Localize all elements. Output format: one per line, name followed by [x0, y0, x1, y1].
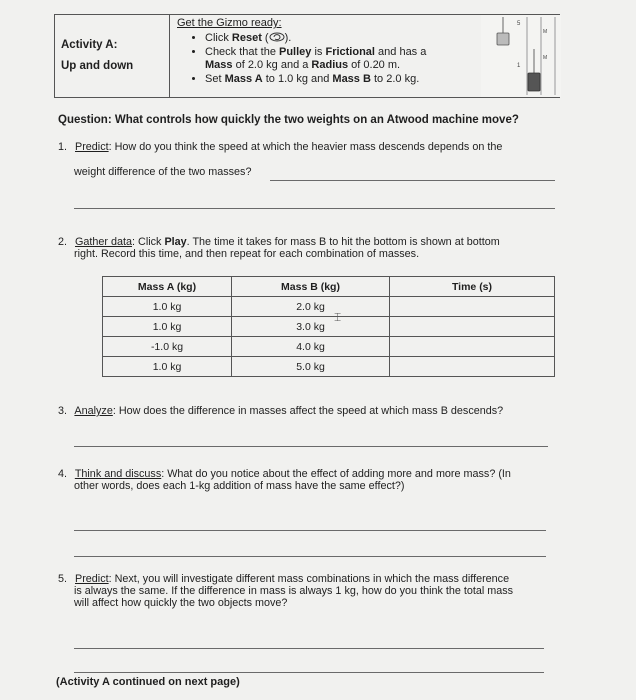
- table-cell-time[interactable]: [390, 337, 555, 357]
- question-1: 1. Predict: How do you think the speed at which the heavier mass descends depends on the: [58, 141, 503, 153]
- answer-line[interactable]: [74, 672, 544, 673]
- diagram-label-mid: 1: [517, 63, 521, 69]
- question-5-cont: is always the same. If the difference in mass is always 1 kg, how do you think the total mass: [74, 585, 514, 597]
- text-cursor-icon: ⌶: [334, 310, 342, 324]
- table-cell: -1.0 kg: [103, 337, 232, 357]
- table-header-time: Time (s): [390, 277, 555, 297]
- setup-step-pulley: • Check that the Pulley is Frictional and has a Mass of 2.0 kg and a Radius of 0.20 m.: [205, 46, 477, 72]
- diagram-label-m1: M: [543, 29, 548, 35]
- question-4-cont: other words, does each 1-kg addition of mass have the same effect?): [74, 480, 405, 492]
- question-1-cont: weight difference of the two masses?: [74, 166, 252, 178]
- activity-label-cell: [55, 15, 170, 97]
- table-header-row: [103, 277, 555, 297]
- answer-line[interactable]: [74, 556, 546, 557]
- table-cell: 3.0 kg: [232, 317, 390, 337]
- table-cell-time[interactable]: [390, 317, 555, 337]
- activity-subtitle: Up and down: [61, 60, 134, 72]
- table-cell: 1.0 kg: [103, 357, 232, 377]
- reset-icon: [269, 32, 285, 42]
- table-header-mass-a: Mass A (kg): [103, 277, 232, 297]
- question-4: 4. Think and discuss: What do you notice about the effect of adding more and more mass? (In: [58, 468, 511, 480]
- setup-step-masses: • Set Mass A to 1.0 kg and Mass B to 2.0 kg.: [205, 73, 477, 86]
- question-2: 2. Gather data: Click Play. The time it takes for mass B to hit the bottom is shown at bottom: [58, 236, 500, 248]
- question-5-cont: will affect how quickly the two objects move?: [74, 597, 288, 609]
- setup-instructions: [177, 17, 477, 87]
- answer-line[interactable]: [74, 530, 546, 531]
- table-row: [103, 357, 555, 377]
- answer-line[interactable]: [74, 446, 548, 447]
- setup-step-reset: • Click Reset ( ).: [205, 32, 477, 45]
- setup-heading: Get the Gizmo ready:: [177, 17, 282, 29]
- data-table: [102, 276, 555, 377]
- answer-line[interactable]: [270, 180, 555, 181]
- diagram-label-m2: M: [543, 55, 548, 61]
- activity-title: Activity A:: [61, 39, 118, 51]
- diagram-label-top: 5: [517, 21, 521, 27]
- main-question: Question: What controls how quickly the two weights on an Atwood machine move?: [58, 114, 519, 126]
- answer-line[interactable]: [74, 208, 555, 209]
- question-5: 5. Predict: Next, you will investigate different mass combinations in which the mass difference: [58, 573, 510, 585]
- table-cell: 1.0 kg: [103, 317, 232, 337]
- atwood-machine-diagram: [481, 15, 561, 97]
- activity-header: [54, 14, 560, 98]
- question-3: 3. Analyze: How does the difference in masses affect the speed at which mass B descends?: [58, 405, 504, 417]
- table-row: [103, 337, 555, 357]
- table-row: [103, 297, 555, 317]
- answer-line[interactable]: [74, 648, 544, 649]
- table-cell: 4.0 kg: [232, 337, 390, 357]
- table-header-mass-b: Mass B (kg): [232, 277, 390, 297]
- question-2-cont: right. Record this time, and then repeat for each combination of masses.: [74, 248, 420, 260]
- table-cell: 1.0 kg: [103, 297, 232, 317]
- table-cell: 2.0 kg: [232, 297, 390, 317]
- continued-note: (Activity A continued on next page): [56, 676, 240, 688]
- table-cell: 5.0 kg: [232, 357, 390, 377]
- table-cell-time[interactable]: [390, 357, 555, 377]
- table-row: [103, 317, 555, 337]
- table-cell-time[interactable]: [390, 297, 555, 317]
